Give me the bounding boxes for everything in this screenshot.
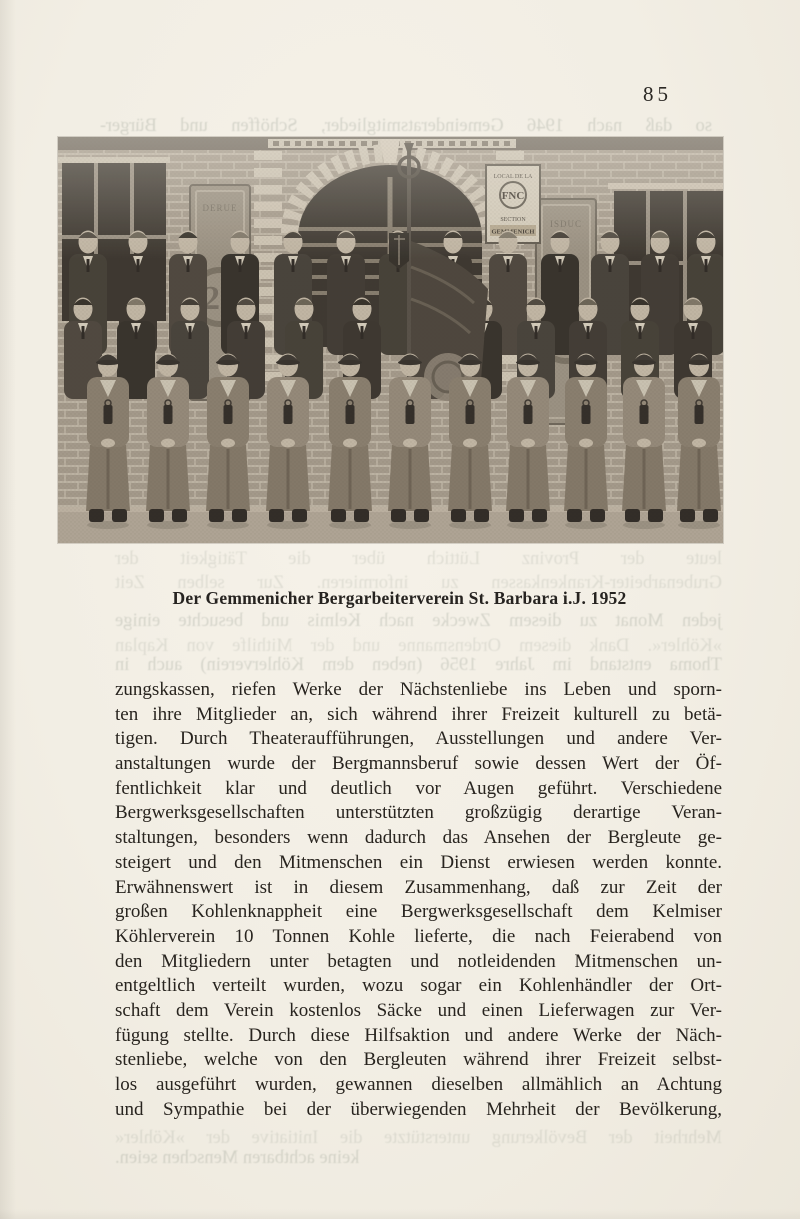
page-number: 85: [643, 82, 672, 106]
body-line: Bergwerksgesellschaften unterstützten großzügig derartige Veran-: [115, 802, 722, 824]
body-line: los ausgeführt wurden, gewannen dieselben allmählich an Achtung: [115, 1074, 722, 1095]
bleed-through-line: Grubenarbeiter-Krankenkassen zu informieren. Zur selben Zeit: [115, 573, 722, 593]
body-line: Köhlerverein 10 Tonnen Kohle lieferte, die nach Feierabend von: [115, 925, 722, 947]
body-line: anstaltungen wurde der Bergmannsberuf sowie dessen Wert der Öf-: [115, 753, 722, 775]
body-line: fentlichkeit klar und deutlich vor Augen geführt. Verschiedene: [115, 777, 722, 799]
bleed-through-line: so daß nach 1946 Gemeinderatsmitglieder, Schöffen und Bürger-: [100, 116, 712, 136]
body-line: Erwähnenswert ist in diesem Zusammenhang, daß zur Zeit der: [115, 876, 722, 898]
body-line: und Sympathie bei der überwiegenden Mehrheit der Bevölkerung,: [115, 1098, 722, 1120]
bleed-through-line: »Köhler«. Dank diesem Ordensmanne und der Mithilfe von Kaplan: [115, 636, 722, 656]
bleed-through-line: jeden Monat zu diesem Zwecke nach Kelmis und besuchte einige: [115, 611, 722, 631]
sepia-overlay: [58, 137, 723, 543]
body-line: ten ihre Mitglieder an, sich während ihrer Freizeit kulturell zu betä-: [115, 703, 722, 725]
bleed-through-line: keine achtbaren Menschen seien.: [115, 1148, 360, 1168]
bleed-through-line: leute der Provinz Lüttich über die Tätigkeit der: [115, 549, 722, 569]
body-line: den Mitgliedern unter betagten und notleidenden Mitmenschen un-: [115, 950, 722, 972]
body-text: [115, 678, 722, 1122]
group-photo-illustration: [58, 137, 723, 543]
bleed-through-line: Thoma entstand im Jahre 1956 (neben dem Köhlerverein) auch in: [115, 655, 722, 675]
bleed-through-line: Mehrheit der Bevölkerung unterstützte die Initiative der »Köhler«: [115, 1128, 722, 1148]
body-line: zungskassen, riefen Werke der Nächstenliebe ins Leben und sporn-: [115, 679, 722, 700]
body-line: tigen. Durch Theateraufführungen, Ausstellungen und andere Ver-: [115, 728, 722, 750]
group-photo: [58, 137, 723, 543]
body-line: großen Kohlenknappheit eine Bergwerksgesellschaft dem Kelmiser: [115, 901, 722, 923]
body-line: stenliebe, welche von den Bergleuten während ihrer Freizeit selbst-: [115, 1049, 722, 1071]
body-line: fügung stellte. Durch diese Hilfsaktion und andere Werke der Näch-: [115, 1024, 722, 1046]
body-line: staltungen, besonders wenn dadurch das Ansehen der Bergleute ge-: [115, 827, 722, 849]
body-line: entgeltlich verteilt wurden, wozu sogar ein Kohlenhändler der Ort-: [115, 975, 722, 997]
body-line: schaft dem Verein kostenlos Säcke und einen Lieferwagen zur Ver-: [115, 999, 722, 1021]
photo-caption: Der Gemmenicher Bergarbeiterverein St. Barbara i.J. 1952: [172, 588, 627, 608]
body-line: steigert und den Mitmenschen ein Dienst erwiesen werden konnte.: [115, 851, 722, 873]
